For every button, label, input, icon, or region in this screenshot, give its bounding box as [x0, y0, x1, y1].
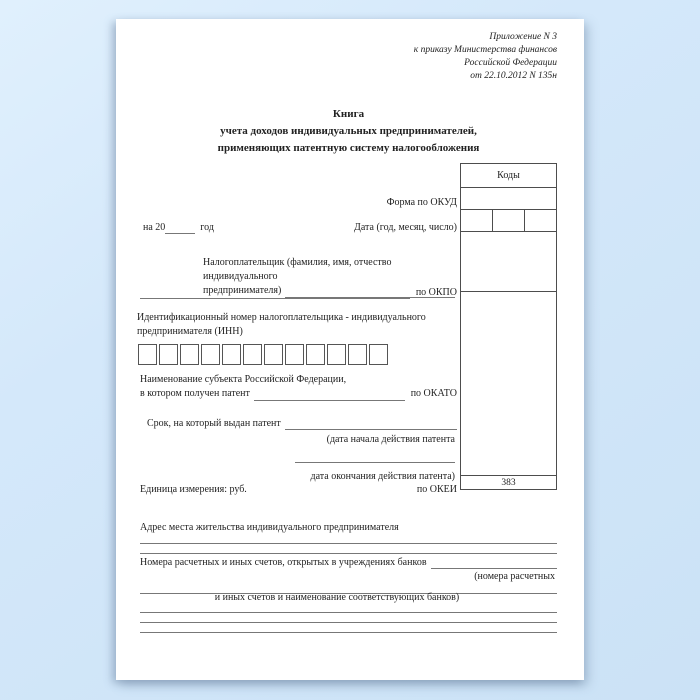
inn-cell — [306, 344, 325, 365]
accounts-blank-line — [140, 622, 557, 623]
appendix-note-line: к приказу Министерства финансов — [413, 45, 557, 55]
okpo-blank-line — [140, 287, 410, 299]
taxpayer-label-line1: Налогоплательщик (фамилия, имя, отчество индивидуального — [203, 257, 392, 282]
patent-term-label: Срок, на который выдан патент — [147, 418, 281, 429]
title-line: применяющих патентную систему налогообложения — [217, 142, 480, 154]
inn-label-line1: Идентификационный номер налогоплательщика - индивидуального — [137, 312, 426, 323]
region-field — [140, 373, 457, 401]
accounts-blank-line — [431, 557, 557, 569]
appendix-note-line: Российской Федерации — [464, 58, 557, 68]
year-suffix: год — [200, 222, 214, 233]
accounts-blank-line — [140, 632, 557, 633]
accounts-note-line2: и иных счетов и наименование соответствующих банков) — [214, 592, 460, 603]
inn-cell — [369, 344, 388, 365]
okpo-value-cell — [460, 231, 557, 292]
inn-cell — [201, 344, 220, 365]
address-label: Адрес места жительства индивидуального предпринимателя — [140, 522, 399, 533]
inn-cell — [159, 344, 178, 365]
codes-table — [460, 164, 557, 490]
address-blank-line — [140, 543, 557, 544]
patent-term-field — [147, 417, 457, 430]
region-label-line1: Наименование субъекта Российской Федерации, — [140, 374, 347, 385]
appendix-note — [414, 31, 557, 83]
okud-value-cell — [460, 187, 557, 210]
date-value-cells — [460, 209, 557, 232]
appendix-note-line: Приложение N 3 — [489, 32, 557, 42]
inn-cell — [243, 344, 262, 365]
inn-cell — [264, 344, 283, 365]
inn-cell — [348, 344, 367, 365]
title-line: Книга — [332, 108, 365, 120]
patent-start-note: (дата начала действия патента — [326, 434, 455, 445]
year-prefix: на 20 — [143, 222, 166, 233]
date-month-cell — [492, 210, 524, 231]
inn-cell — [180, 344, 199, 365]
address-blank-line — [140, 553, 557, 554]
inn-cell — [285, 344, 304, 365]
okud-label: Форма по ОКУД — [386, 197, 457, 208]
accounts-field — [140, 556, 557, 569]
year-field — [143, 221, 214, 234]
codes-header-cell: Коды — [460, 163, 557, 188]
patent-end-blank-line — [295, 462, 455, 463]
inn-cell — [138, 344, 157, 365]
year-blank-line — [165, 222, 195, 234]
okato-value-cell — [460, 291, 557, 476]
okei-value-cell: 383 — [460, 475, 557, 490]
inn-cell — [327, 344, 346, 365]
okato-label: по ОКАТО — [410, 388, 457, 399]
okpo-label: по ОКПО — [415, 287, 457, 298]
title-line: учета доходов индивидуальных предпринимателей, — [220, 125, 477, 137]
region-label-line2: в котором получен патент — [140, 388, 250, 399]
accounts-blank-line — [140, 612, 557, 613]
okei-label: по ОКЕИ — [416, 484, 457, 495]
inn-label-line2: предпринимателя (ИНН) — [137, 326, 243, 337]
inn-field-label — [137, 311, 457, 339]
inn-cell — [222, 344, 241, 365]
patent-term-blank-line — [285, 418, 457, 430]
document-page — [116, 19, 584, 680]
accounts-label: Номера расчетных и иных счетов, открытых в учреждениях банков — [140, 557, 427, 568]
document-title — [140, 106, 557, 157]
appendix-note-line: от 22.10.2012 N 135н — [470, 71, 557, 81]
unit-label: Единица измерения: руб. — [140, 484, 247, 495]
date-year-cell — [461, 210, 492, 231]
accounts-note-line1: (номера расчетных — [474, 571, 555, 582]
okpo-field — [140, 286, 457, 299]
taxpayer-label-line2: предпринимателя) — [203, 285, 282, 296]
date-day-cell — [524, 210, 556, 231]
patent-end-note: дата окончания действия патента) — [310, 471, 455, 482]
region-blank-line — [254, 389, 405, 401]
date-label: Дата (год, месяц, число) — [354, 222, 457, 233]
inn-boxes — [138, 344, 388, 365]
